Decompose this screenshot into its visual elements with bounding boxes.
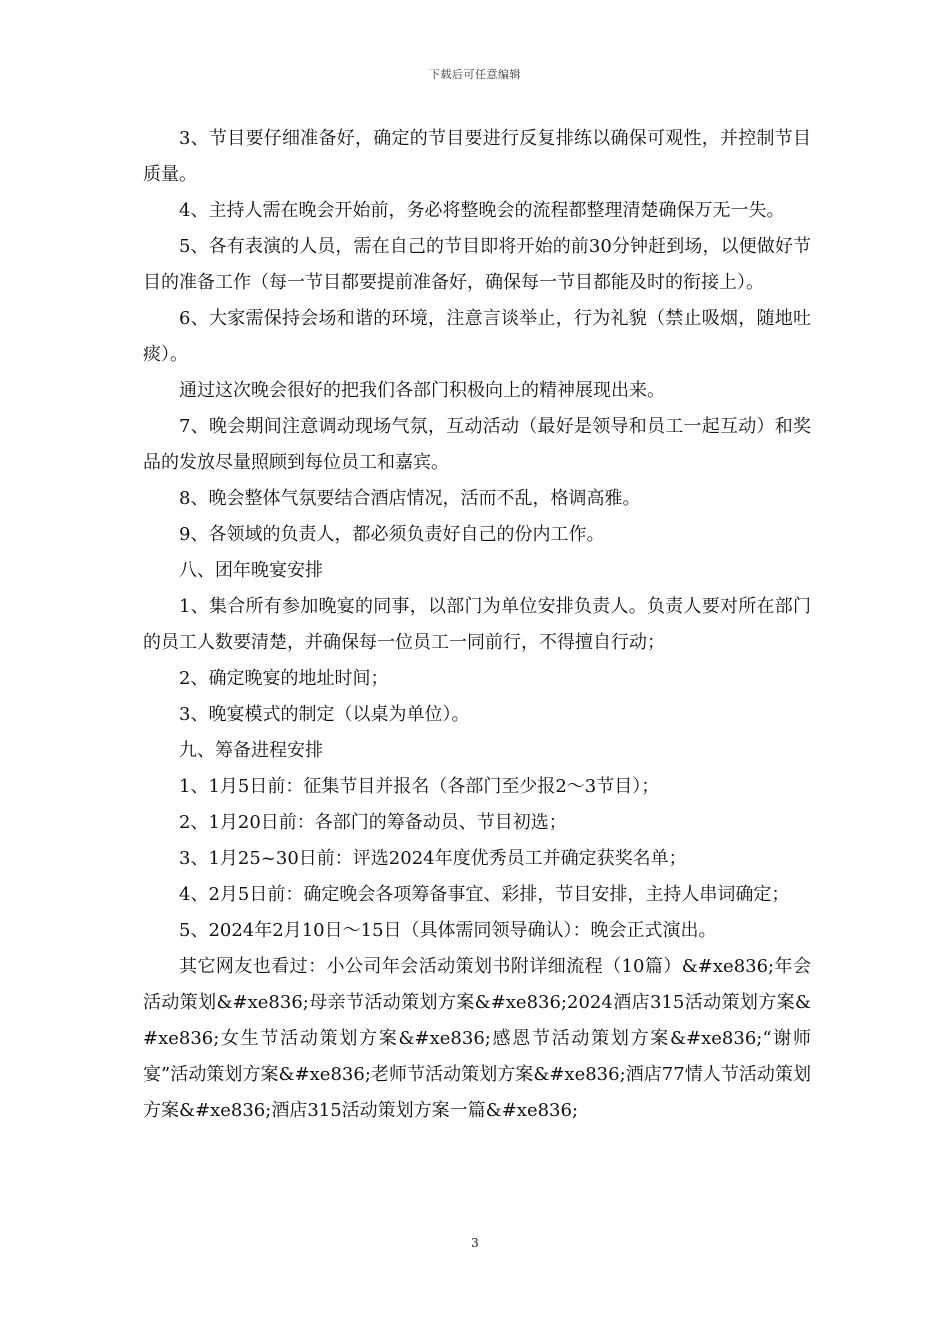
- paragraph: 7、晚会期间注意调动现场气氛，互动活动（最好是领导和员工一起互动）和奖品的发放尽量照顾到每位员工和嘉宾。: [143, 416, 811, 473]
- section-heading: 八、团年晚宴安排: [179, 560, 323, 581]
- paragraph: 5、各有表演的人员，需在自己的节目即将开始的前30分钟赶到场，以便做好节目的准备工作（每一节目都要提前准备好，确保每一节目都能及时的衔接上）。: [143, 236, 811, 293]
- paragraph: 4、主持人需在晚会开始前，务必将整晚会的流程都整理清楚确保万无一失。: [179, 200, 785, 221]
- paragraph: 1、1月5日前：征集节目并报名（各部门至少报2～3节目）；: [179, 776, 660, 797]
- paragraph: 2、确定晚宴的地址时间；: [179, 668, 389, 689]
- paragraph: 3、1月25~30日前：评选2024年度优秀员工并确定获奖名单；: [179, 848, 687, 869]
- paragraph: 1、集合所有参加晚宴的同事，以部门为单位安排负责人。负责人要对所在部门的员工人数要清楚，并确保每一位员工一同前行，不得擅自行动；: [143, 596, 811, 653]
- section-heading: 九、筹备进程安排: [179, 740, 323, 761]
- paragraph: 5、2024年2月10日～15日（具体需同领导确认）：晚会正式演出。: [179, 920, 717, 941]
- paragraph: 9、各领域的负责人，都必须负责好自己的份内工作。: [179, 524, 605, 545]
- page-number: 3: [471, 1236, 479, 1250]
- paragraph: 8、晚会整体气氛要结合酒店情况，活而不乱，格调高雅。: [179, 488, 641, 509]
- paragraph: 通过这次晚会很好的把我们各部门积极向上的精神展现出来。: [179, 380, 665, 401]
- document-body: [143, 121, 811, 1129]
- paragraph: 3、晚宴模式的制定（以桌为单位）。: [179, 704, 470, 725]
- paragraph: 4、2月5日前：确定晚会各项筹备事宜、彩排，节目安排，主持人串词确定；: [179, 884, 790, 905]
- paragraph: 2、1月20日前：各部门的筹备动员、节目初选；: [179, 812, 567, 833]
- paragraph: 6、大家需保持会场和谐的环境，注意言谈举止，行为礼貌（禁止吸烟，随地吐痰）。: [143, 308, 811, 365]
- related-articles: 其它网友也看过：小公司年会活动策划书附详细流程（10篇）&#xe836;年会活动策划&#xe836;母亲节活动策划方案&#xe836;2024酒店315活动策划方案&#xe836;女生节活动策划方案&#xe836;感恩节活动策划方案&#xe836;“谢师宴”活动策划方案&#xe836;老师节活动策划方案&#xe836;酒店77情人节活动策划方案&#xe836;酒店315活动策划方案一篇&#xe836;: [143, 956, 811, 1121]
- paragraph: 3、节目要仔细准备好，确定的节目要进行反复排练以确保可观性，并控制节目质量。: [143, 128, 811, 185]
- page-header: 下载后可任意编辑: [429, 68, 521, 81]
